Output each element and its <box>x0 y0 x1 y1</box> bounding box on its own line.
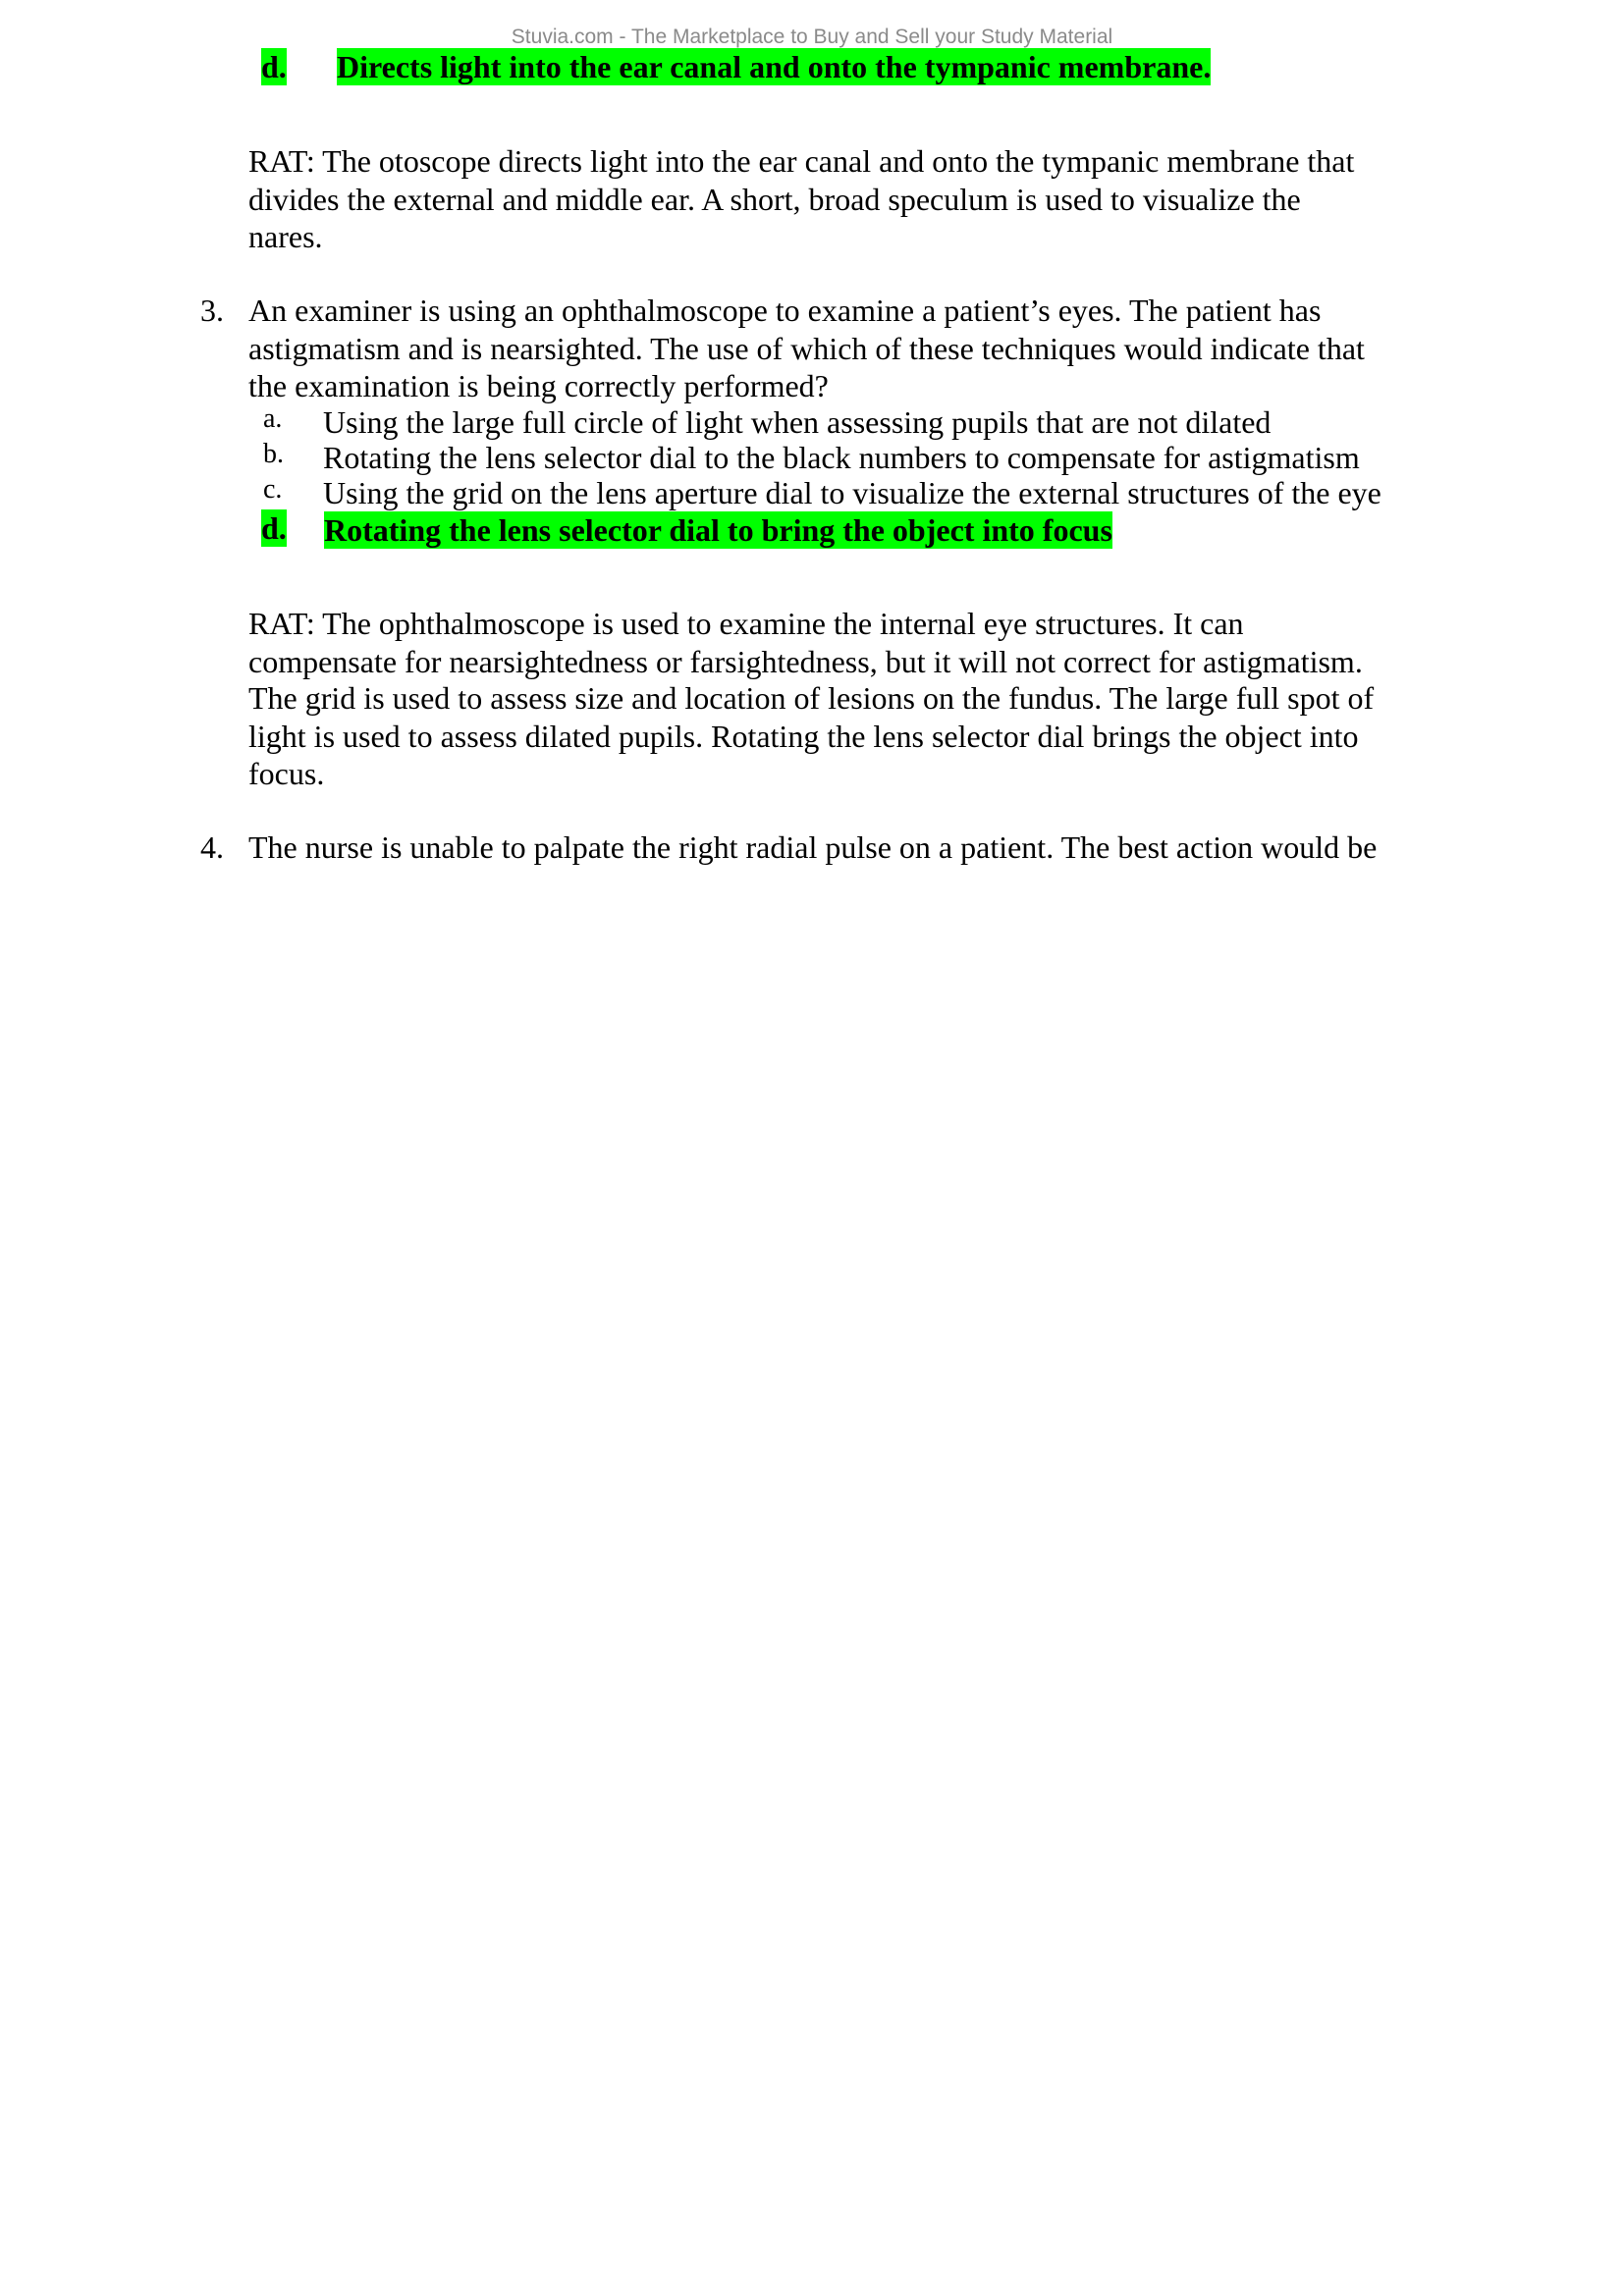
rationale-line: focus. <box>248 756 325 791</box>
rationale-line: light is used to assess dilated pupils. Rotating the lens selector dial brings the object into <box>248 719 1359 754</box>
question-stem-line: the examination is being correctly performed? <box>248 368 829 403</box>
watermark-header: Stuvia.com - The Marketplace to Buy and Sell your Study Material <box>511 26 1113 48</box>
question-number: 4. <box>200 829 224 865</box>
rationale-line: RAT: The ophthalmoscope is used to examine the internal eye structures. It can <box>248 606 1244 641</box>
rationale-line: The grid is used to assess size and location of lesions on the fundus. The large full spot of <box>248 680 1375 716</box>
option-letter-a: a. <box>263 403 283 434</box>
rationale-line: nares. <box>248 219 323 254</box>
option-a: Using the large full circle of light when assessing pupils that are not dilated <box>323 404 1272 440</box>
option-b: Rotating the lens selector dial to the black numbers to compensate for astigmatism <box>323 440 1360 475</box>
question-number: 3. <box>200 293 224 328</box>
rationale-line: RAT: The otoscope directs light into the ear canal and onto the tympanic membrane that <box>248 143 1355 179</box>
option-d-correct: Rotating the lens selector dial to bring the object into focus <box>324 512 1112 548</box>
option-letter-b: b. <box>263 439 284 469</box>
rationale-line: compensate for nearsightedness or farsightedness, but it will not correct for astigmatism. <box>248 644 1363 679</box>
question-stem-line: astigmatism and is nearsighted. The use of which of these techniques would indicate that <box>248 331 1365 366</box>
question-stem-line: The nurse is unable to palpate the right radial pulse on a patient. The best action would be <box>248 829 1378 865</box>
option-c: Using the grid on the lens aperture dial to visualize the external structures of the eye <box>323 475 1381 510</box>
option-letter-d-correct: d. <box>261 510 287 546</box>
question-stem-line: An examiner is using an ophthalmoscope to examine a patient’s eyes. The patient has <box>248 293 1322 328</box>
prev-answer-text: Directs light into the ear canal and onto the tympanic membrane. <box>337 49 1212 84</box>
option-letter-c: c. <box>263 474 283 505</box>
prev-answer-letter: d. <box>261 49 287 84</box>
rationale-line: divides the external and middle ear. A short, broad speculum is used to visualize the <box>248 182 1301 217</box>
